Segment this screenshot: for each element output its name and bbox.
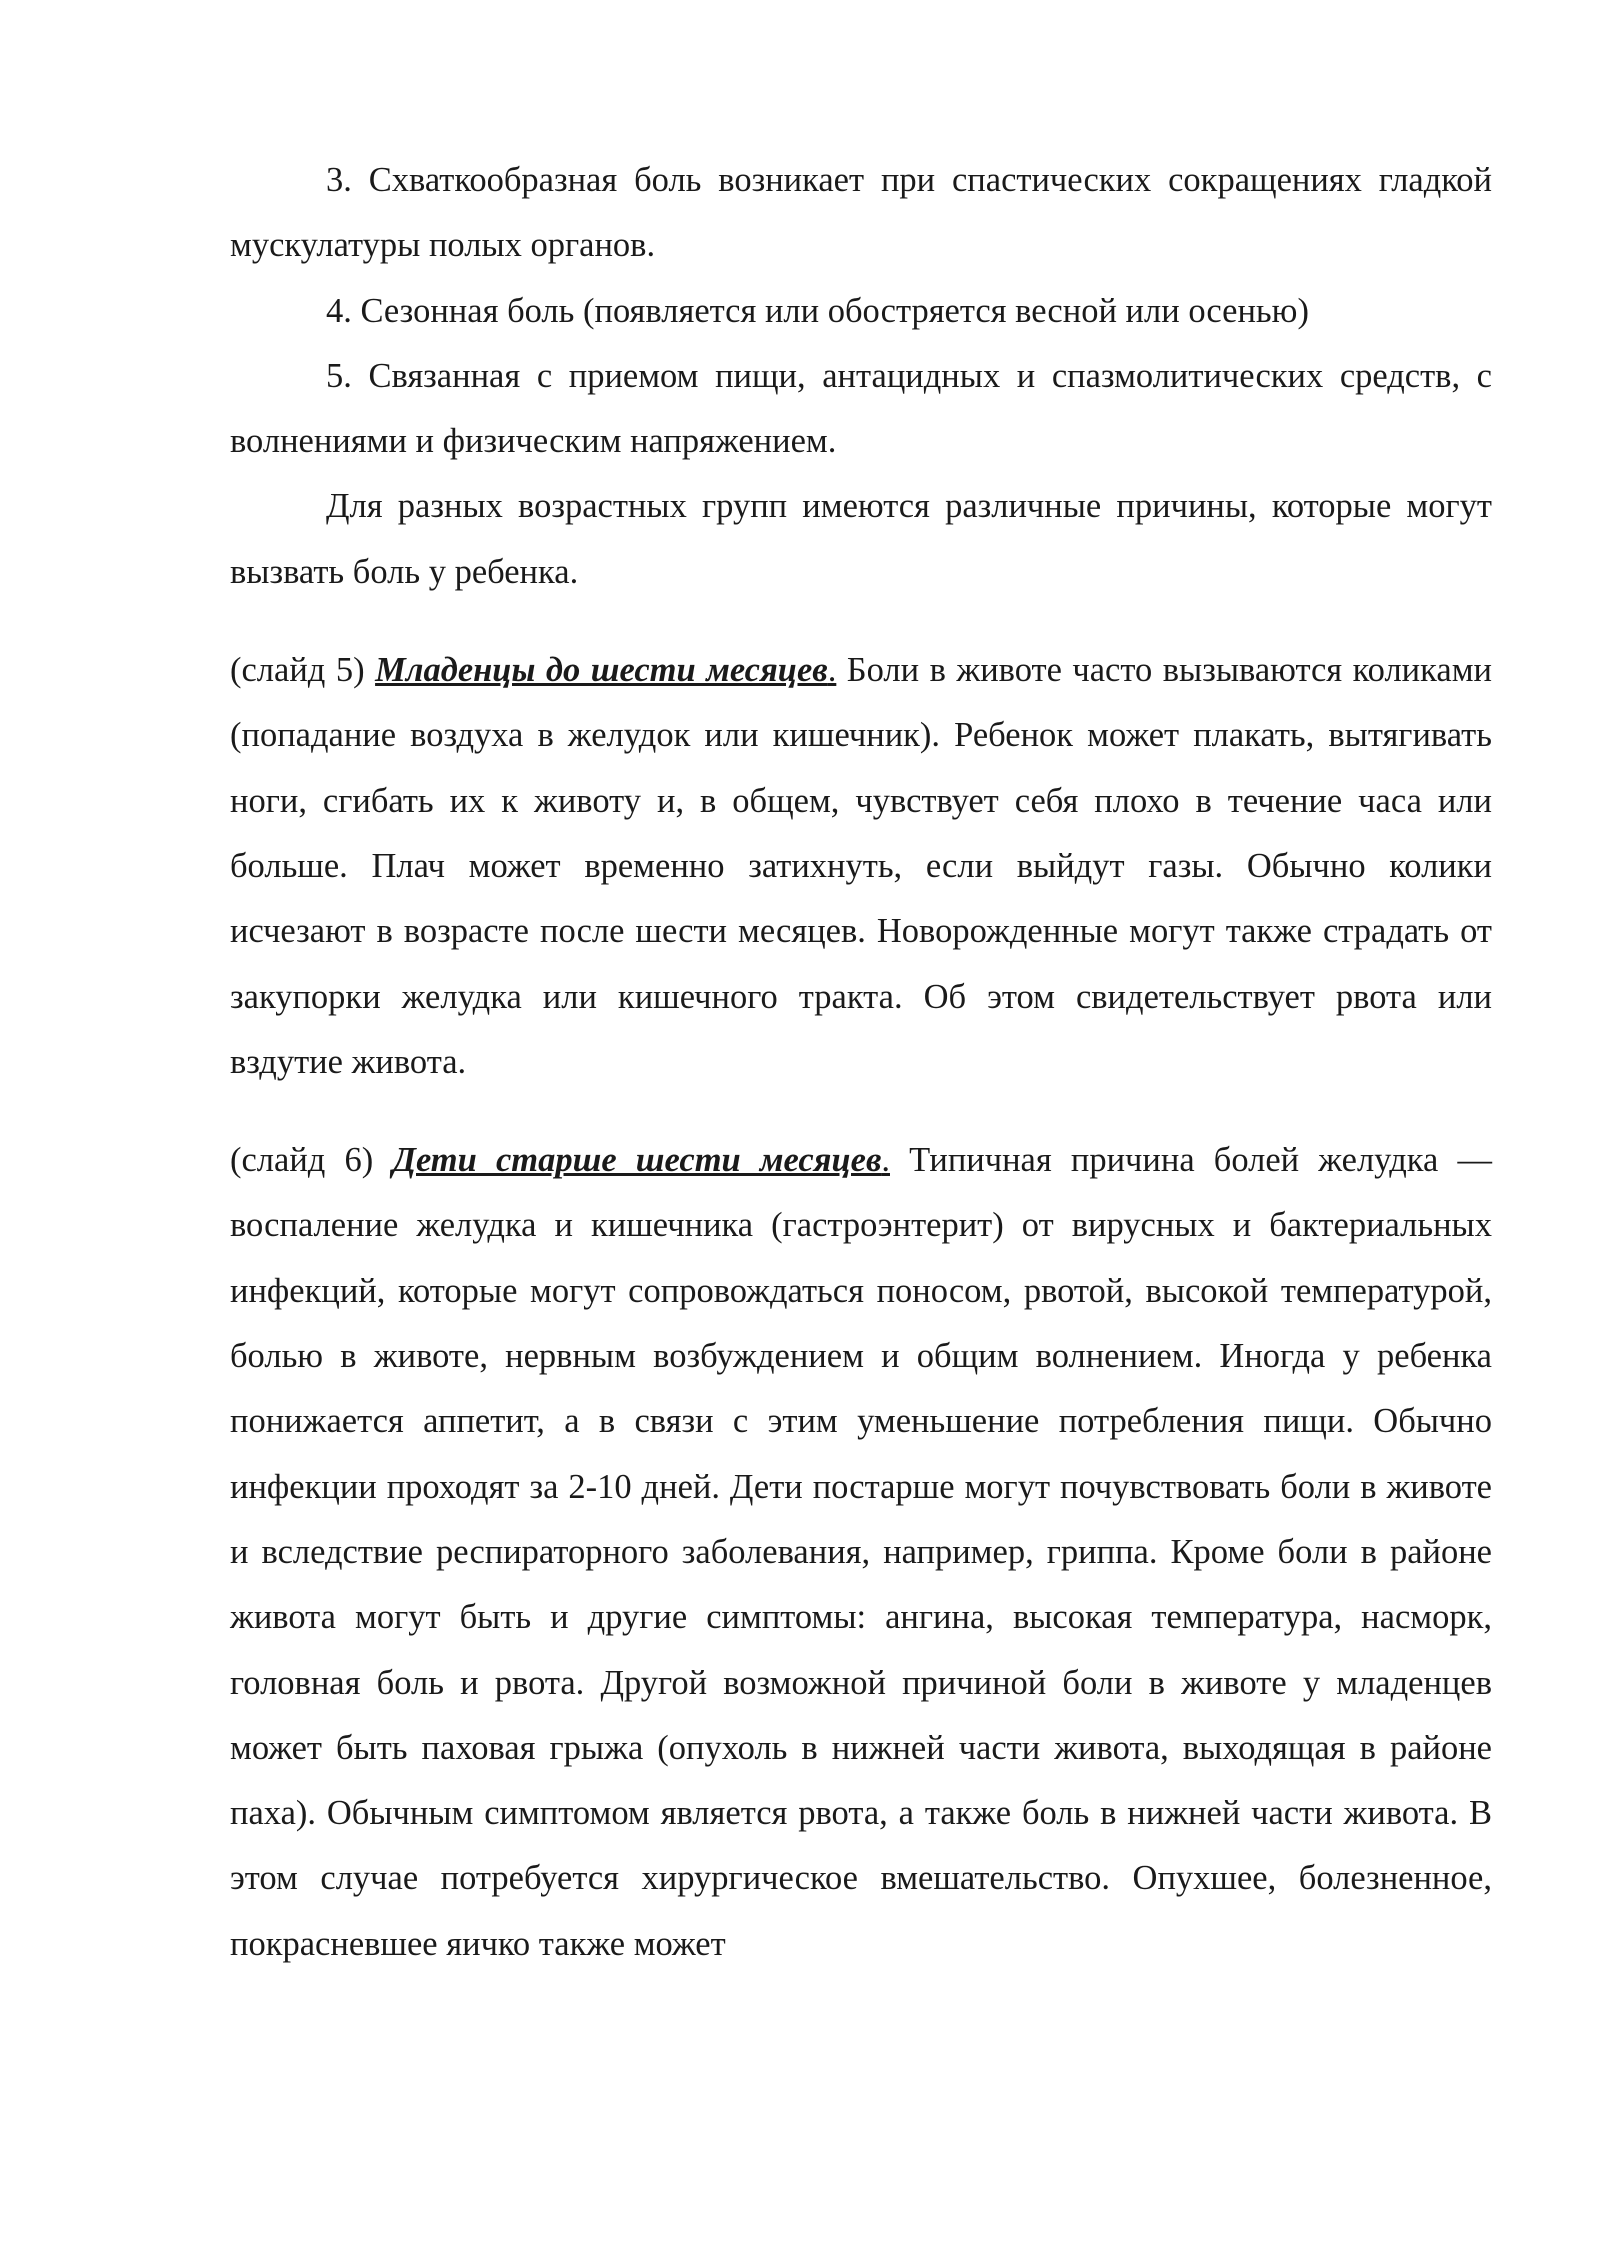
slide-reference: (слайд 6)	[230, 1141, 393, 1180]
slide-reference: (слайд 5)	[230, 651, 376, 690]
heading-period: .	[881, 1141, 890, 1180]
paragraph-food-related-pain: 5. Связанная с приемом пищи, антацидных и спазмолитических средств, с волнениями и физическим напряжением.	[230, 356, 1492, 461]
document-page	[230, 148, 1492, 1977]
section-heading-children: Дети старше шести месяцев	[392, 1141, 882, 1180]
paragraph-body: Типичная причина болей желудка — воспаление желудка и кишечника (гастроэнтерит) от вирусных и бактериальных инфекций, которые могут сопровождаться поносом, рвотой, высокой температурой, болью в животе, нервным возбуждением и общим волнением. Иногда у ребенка понижается аппетит, а в связи с этим уменьшение потребления пищи. Обычно инфекции проходят за 2-10 дней. Дети постарше могут почувствовать боли в животе и вследствие респираторного заболевания, например, гриппа. Кроме боли в районе живота могут быть и другие симптомы: ангина, высокая температура, насморк, головная боль и рвота. Другой возможной причиной боли в животе у младенцев может быть паховая грыжа (опухоль в нижней части живота, выходящая в районе паха). Обычным симптомом является рвота, а также боль в нижней части живота. В этом случае потребуется хирургическое вмешательство. Опухшее, болезненное, покрасневшее яичко также может	[230, 1141, 1492, 1963]
paragraph-seasonal-pain: 4. Сезонная боль (появляется или обостряется весной или осенью)	[326, 291, 1309, 330]
heading-period: .	[827, 651, 837, 690]
section-heading-infants: Младенцы до шести месяцев	[375, 651, 828, 690]
paragraph-cramping-pain: 3. Схваткообразная боль возникает при спастических сокращениях гладкой мускулатуры полых органов.	[230, 161, 1492, 265]
paragraph-body: Боли в животе часто вызываются коликами (попадание воздуха в желудок или кишечник). Ребенок может плакать, вытягивать ноги, сгибать их к животу и, в общем, чувствует себя плохо в течение часа или больше. Плач может временно затихнуть, если выйдут газы. Обычно колики исчезают в возрасте после шести месяцев. Новорожденные могут также страдать от закупорки желудка или кишечного тракта. Об этом свидетельствует рвота или вздутие живота.	[230, 651, 1492, 1081]
paragraph-infants-under-six-months	[230, 638, 1492, 1095]
paragraph-age-groups-intro: Для разных возрастных групп имеются различные причины, которые могут вызвать боль у ребенка.	[230, 487, 1492, 591]
paragraph-children-over-six-months	[230, 1128, 1492, 1977]
